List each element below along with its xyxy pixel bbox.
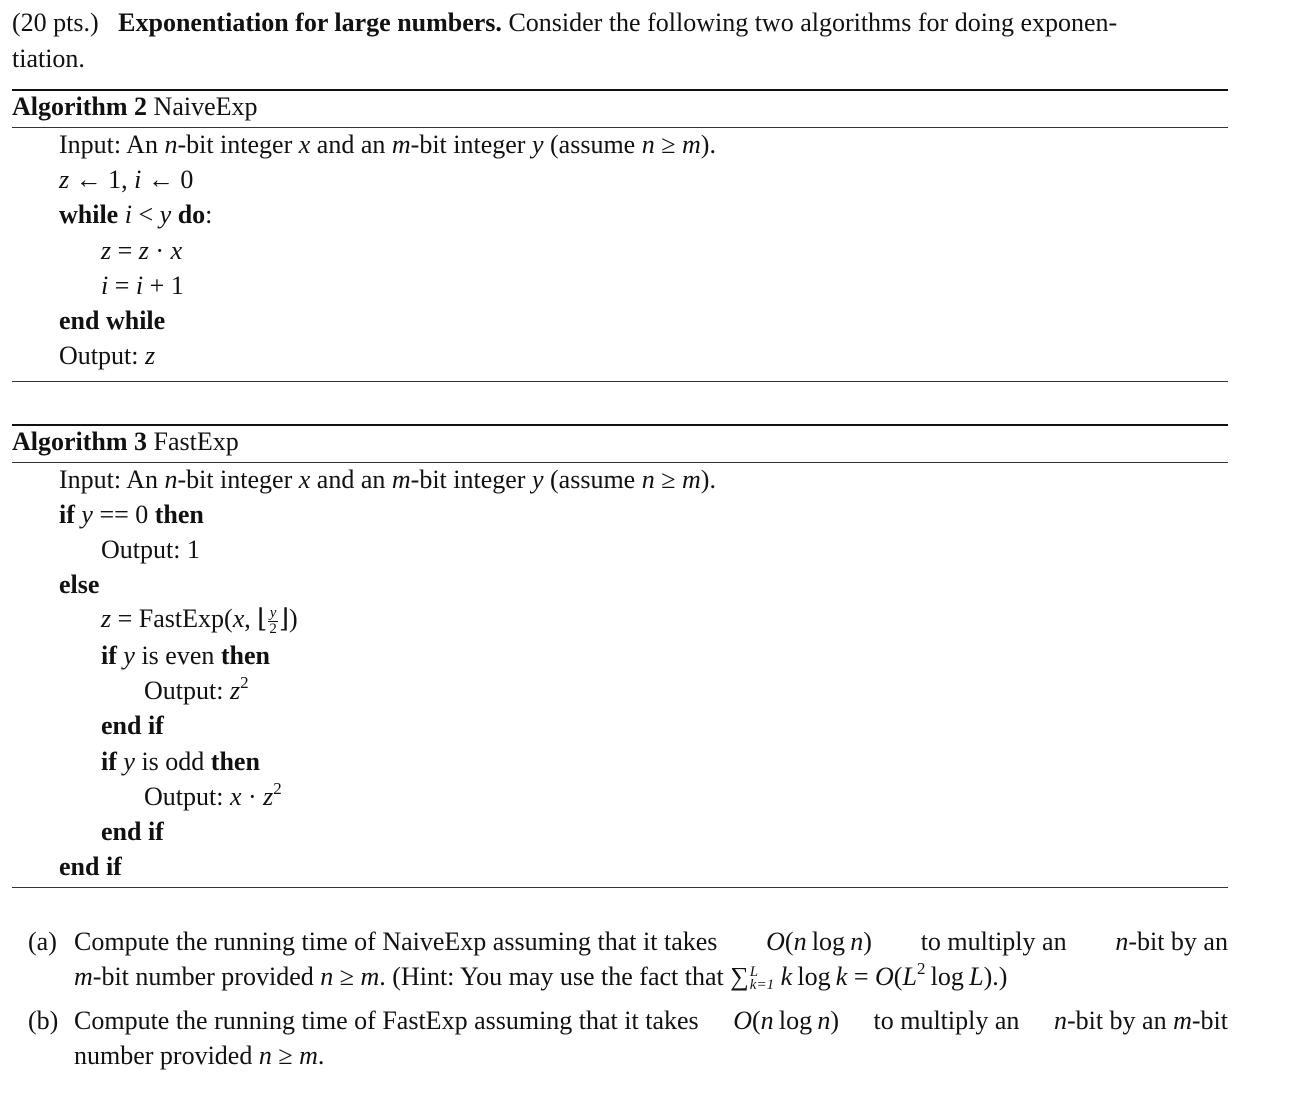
- close-paren: ).): [983, 962, 1008, 991]
- question-b-line-2: [74, 1041, 324, 1071]
- output-label: Output:: [59, 341, 139, 370]
- geq-symbol: ≥: [661, 130, 676, 159]
- geq-symbol: ≥: [278, 1041, 293, 1070]
- var-x: x: [298, 130, 311, 159]
- lt-symbol: <: [138, 200, 154, 229]
- keyword-end-if: end if: [101, 817, 164, 846]
- algorithm-2-name: NaiveExp: [153, 92, 258, 121]
- var-i: i: [101, 271, 109, 300]
- problem-points: (20 pts.): [12, 8, 99, 37]
- keyword-do: do: [177, 200, 206, 229]
- naive-input-mid2: and an: [316, 130, 386, 159]
- fast-recursive-line: [101, 604, 298, 637]
- question-a-line-2: [74, 959, 1008, 994]
- var-n: n: [164, 130, 178, 159]
- naive-input-line: [59, 130, 716, 160]
- comma: ,: [244, 604, 251, 633]
- var-m: m: [391, 130, 411, 159]
- var-m: m: [74, 962, 93, 991]
- var-z: z: [144, 341, 156, 370]
- var-z: z: [59, 165, 70, 194]
- problem-intro: Consider the following two algorithms for doing exponen-: [508, 8, 1118, 37]
- keyword-end-if: end if: [101, 711, 164, 740]
- log-fn: log: [811, 927, 846, 956]
- keyword-then: then: [210, 747, 260, 776]
- question-a-text-2: to multiply an: [920, 927, 1067, 956]
- number-one: 1: [186, 535, 200, 564]
- var-n: n: [1053, 1006, 1067, 1035]
- is-even-text: is even: [141, 641, 215, 670]
- fast-output-odd-line: [144, 779, 282, 812]
- var-m: m: [360, 962, 380, 991]
- question-a-label: (a): [28, 927, 57, 956]
- var-k: k: [780, 962, 793, 991]
- log-fn: log: [778, 1006, 813, 1035]
- var-y: y: [123, 747, 135, 776]
- question-a-line-1: [74, 927, 1228, 957]
- var-k: k: [835, 962, 848, 991]
- log-fn: log: [797, 962, 831, 991]
- naive-output-line: [59, 341, 155, 371]
- keyword-if: if: [101, 747, 117, 776]
- var-x: x: [298, 465, 311, 494]
- fast-end-if-1: [101, 711, 164, 741]
- fast-output-even-line: [144, 673, 249, 706]
- sum-upper: L: [749, 964, 759, 981]
- naive-body-line-1: [101, 236, 182, 266]
- var-y: y: [81, 500, 93, 529]
- fast-input-end: ).: [700, 465, 716, 494]
- var-z: z: [101, 604, 112, 633]
- var-x: x: [229, 782, 242, 811]
- dot-symbol: ·: [248, 782, 257, 811]
- var-i: i: [135, 271, 144, 300]
- question-a-text: Compute the running time of NaiveExp assuming that it takes: [74, 927, 718, 956]
- number-one: 1: [170, 271, 184, 300]
- naive-end-while: [59, 306, 165, 336]
- keyword-end-while: end while: [59, 306, 166, 335]
- naive-input-mid1: -bit integer: [177, 130, 293, 159]
- assign-arrow: ←: [147, 165, 174, 194]
- question-a-complexity: [766, 927, 872, 957]
- naive-while-line: [59, 200, 212, 230]
- geq-symbol: ≥: [661, 465, 676, 494]
- var-n: n: [850, 927, 864, 956]
- var-m: m: [299, 1041, 318, 1070]
- equals-symbol: =: [853, 962, 869, 991]
- output-label: Output:: [144, 676, 224, 705]
- fast-input-mid3: -bit integer: [410, 465, 526, 494]
- var-n: n: [793, 927, 807, 956]
- floor-left: ⌊: [257, 604, 268, 633]
- floor-right: ⌋: [278, 604, 290, 633]
- problem-title: Exponentiation for large numbers.: [118, 8, 502, 37]
- open-paren: (: [751, 1006, 761, 1035]
- plus-symbol: +: [149, 271, 165, 300]
- log-fn: log: [930, 962, 964, 991]
- fast-input-line: [59, 465, 716, 495]
- close-paren: ): [289, 604, 298, 633]
- question-a-line2-text: -bit number provided: [92, 962, 314, 991]
- output-label: Output:: [101, 535, 181, 564]
- var-n: n: [641, 465, 655, 494]
- algorithm-2-bottom-rule: [12, 381, 1228, 382]
- var-x: x: [170, 236, 183, 265]
- open-paren: (: [893, 962, 903, 991]
- var-n: n: [641, 130, 655, 159]
- equals-symbol: =: [114, 271, 130, 300]
- question-a-tail-text: -bit by an: [1128, 927, 1228, 956]
- fast-input-mid2: and an: [316, 465, 386, 494]
- keyword-end-if: end if: [59, 852, 122, 881]
- colon: :: [205, 200, 213, 229]
- assign-arrow: ←: [75, 165, 102, 194]
- question-b-line2-text: number provided: [74, 1041, 253, 1070]
- algorithm-2-label: Algorithm 2: [12, 92, 148, 121]
- close-paren: ): [863, 927, 872, 956]
- problem-header: [12, 8, 1117, 38]
- var-n: n: [164, 465, 178, 494]
- fast-end-if-2: [101, 817, 164, 847]
- init-zero: 0: [180, 165, 194, 194]
- algorithm-3-caption-rule: [12, 462, 1228, 463]
- fastexp-call: FastExp(: [138, 604, 233, 633]
- fast-else-line: [59, 570, 99, 600]
- var-z: z: [263, 782, 274, 811]
- var-m: m: [391, 465, 411, 494]
- keyword-if: if: [59, 500, 75, 529]
- hint-text: . (Hint: You may use the fact that: [379, 962, 724, 991]
- fast-input-mid1: -bit integer: [177, 465, 293, 494]
- var-z: z: [229, 676, 241, 705]
- question-b-text-2: to multiply an: [873, 1006, 1020, 1035]
- var-n: n: [258, 1041, 272, 1070]
- var-m: m: [682, 130, 701, 159]
- keyword-then: then: [220, 641, 270, 670]
- equals-symbol: =: [117, 604, 133, 633]
- var-m: m: [1173, 1006, 1192, 1035]
- fast-output-one-line: [101, 535, 200, 565]
- naive-input-end: ).: [700, 130, 716, 159]
- is-odd-text: is odd: [141, 747, 205, 776]
- question-b-complexity: [733, 1006, 839, 1036]
- keyword-then: then: [154, 500, 204, 529]
- fast-if-zero-line: [59, 500, 204, 530]
- keyword-while: while: [59, 200, 119, 229]
- question-b-mid: -bit by an: [1066, 1006, 1167, 1035]
- big-o: O: [766, 927, 785, 956]
- question-b-text: Compute the running time of FastExp assuming that it takes: [74, 1006, 699, 1035]
- question-b-label: (b): [28, 1006, 59, 1035]
- var-y: y: [531, 465, 544, 494]
- output-label: Output:: [144, 782, 224, 811]
- var-n: n: [1115, 927, 1129, 956]
- exponent: 2: [916, 959, 926, 978]
- big-o: O: [875, 962, 894, 991]
- var-n: n: [320, 962, 334, 991]
- var-L: L: [969, 962, 984, 991]
- exponent: 2: [273, 779, 282, 798]
- fraction-y-over-2: [268, 606, 278, 637]
- close-paren: ): [830, 1006, 839, 1035]
- geq-symbol: ≥: [339, 962, 355, 991]
- var-i: i: [134, 165, 142, 194]
- algorithm-3-caption: [12, 427, 239, 457]
- algorithm-2-caption-rule: [12, 127, 1228, 128]
- naive-input-mid3: -bit integer: [410, 130, 526, 159]
- var-y: y: [531, 130, 544, 159]
- equals-symbol: =: [117, 236, 133, 265]
- fraction-denominator: 2: [269, 620, 277, 637]
- naive-init-line: [59, 165, 193, 195]
- exponent: 2: [240, 673, 249, 692]
- var-n: n: [817, 1006, 831, 1035]
- var-z: z: [138, 236, 149, 265]
- number-zero: 0: [135, 500, 149, 529]
- sum-lower: k=1: [749, 977, 775, 994]
- fast-if-even-line: [101, 641, 270, 671]
- var-m: m: [682, 465, 701, 494]
- var-n: n: [760, 1006, 774, 1035]
- var-L: L: [902, 962, 917, 991]
- var-z: z: [101, 236, 112, 265]
- naive-input-mid4: (assume: [550, 130, 636, 159]
- var-y: y: [123, 641, 135, 670]
- fast-input-prefix: Input: An: [59, 465, 158, 494]
- question-b-tail-text: -bit: [1191, 1006, 1228, 1035]
- eqeq-symbol: ==: [99, 500, 129, 529]
- question-b-tail: [1054, 1006, 1228, 1036]
- var-y: y: [159, 200, 172, 229]
- fraction-numerator: y: [269, 604, 277, 621]
- keyword-else: else: [59, 570, 100, 599]
- init-one: 1,: [108, 165, 128, 194]
- keyword-if: if: [101, 641, 117, 670]
- problem-intro-continued: tiation.: [12, 44, 85, 73]
- dot-symbol: ·: [155, 236, 165, 265]
- algorithm-2-top-rule: [12, 89, 1228, 91]
- fast-end-if-3: [59, 852, 122, 882]
- algorithm-3-label: Algorithm 3: [12, 427, 148, 456]
- sum-limits: [750, 966, 774, 992]
- big-o: O: [733, 1006, 752, 1035]
- algorithm-2-caption: [12, 92, 258, 122]
- open-paren: (: [784, 927, 794, 956]
- algorithm-3-bottom-rule: [12, 887, 1228, 888]
- algorithm-3-name: FastExp: [153, 427, 239, 456]
- fast-input-mid4: (assume: [550, 465, 636, 494]
- question-a-tail: [1115, 927, 1228, 957]
- naive-input-prefix: Input: An: [59, 130, 158, 159]
- sum-expression: [730, 959, 1008, 994]
- period: .: [317, 1041, 325, 1070]
- naive-body-line-2: [101, 271, 184, 301]
- algorithm-3-top-rule: [12, 424, 1228, 426]
- fast-if-odd-line: [101, 747, 260, 777]
- var-i: i: [124, 200, 132, 229]
- sum-symbol: ∑: [730, 962, 749, 991]
- var-x: x: [232, 604, 245, 633]
- question-b-line-1: [74, 1006, 1228, 1036]
